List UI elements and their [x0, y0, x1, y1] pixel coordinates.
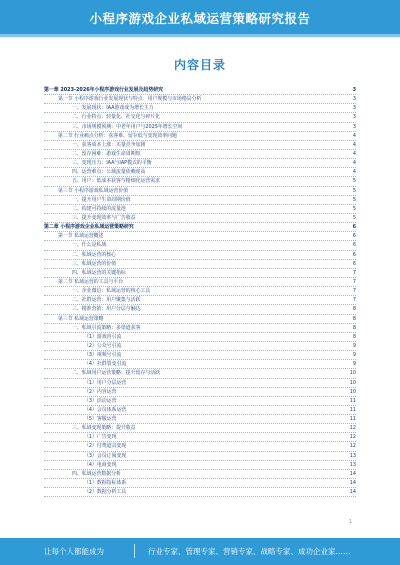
toc-entry-text: 一、什么是私域: [72, 242, 107, 249]
toc-entry[interactable]: [44, 269, 356, 278]
toc-entry[interactable]: [44, 168, 356, 177]
toc-entry-text: 三、提升变现效率与广告收益: [72, 214, 136, 221]
toc-entry-text: （4）电商变现: [84, 461, 117, 468]
toc-entry-text: （1）用户分层运营: [84, 379, 127, 386]
toc-entry[interactable]: [44, 104, 356, 113]
toc-entry[interactable]: [44, 397, 356, 406]
toc-entry[interactable]: [44, 159, 356, 168]
toc-entry-page: 9: [352, 342, 356, 349]
toc-entry[interactable]: [44, 177, 356, 186]
toc-entry-page: 3: [352, 123, 356, 130]
toc-entry-page: 10: [349, 379, 356, 386]
toc-entry-page: 7: [352, 278, 356, 285]
toc-entry-text: 一、提升用户生命周期价值: [72, 196, 131, 203]
toc-entry[interactable]: [44, 479, 356, 488]
toc-entry-text: 四、运营难点：公域流量依赖度高: [72, 169, 146, 176]
toc-entry-text: （3）视频号引流: [84, 352, 122, 359]
header-bar: [0, 0, 400, 34]
toc-entry[interactable]: [44, 442, 356, 451]
toc-entry-page: 6: [352, 260, 356, 267]
header-stripe: [0, 34, 400, 37]
toc-entry[interactable]: [44, 333, 356, 342]
toc-entry-page: 3: [352, 105, 356, 112]
toc-entry[interactable]: [44, 296, 356, 305]
toc-entry-text: （4）会员体系运营: [84, 406, 127, 413]
toc-entry-text: 一、企业微信：私域运营的核心工具: [72, 288, 151, 295]
toc-entry-text: 第二节 行业痛点分析：获客难、留存低与变现效率问题: [58, 132, 177, 139]
toc-entry-page: 14: [349, 470, 356, 477]
toc-entry-page: 12: [349, 443, 356, 450]
report-title: 小程序游戏企业私域运营策略研究报告: [89, 11, 311, 26]
footer-slogan: 让每个人都能成为: [44, 547, 104, 556]
toc-entry-text: 第一节 私域运营概述: [58, 233, 104, 240]
toc-entry-text: 第三节 私域运营策略: [58, 315, 104, 322]
toc-entry-page: 5: [352, 178, 356, 185]
toc-entry-page: 13: [349, 452, 356, 459]
toc-entry-page: 3: [352, 87, 356, 93]
toc-entry-page: 6: [352, 233, 356, 240]
toc-entry[interactable]: [44, 205, 356, 214]
toc-entry[interactable]: [44, 86, 356, 95]
toc-entry[interactable]: [44, 351, 356, 360]
toc-entry-page: 11: [349, 397, 356, 404]
toc-entry[interactable]: [44, 305, 356, 314]
toc-entry[interactable]: [44, 315, 356, 324]
toc-entry[interactable]: [44, 278, 356, 287]
toc-entry-text: 第一章 2023-2026年小程序游戏行业发展及趋势研究: [44, 87, 163, 93]
toc-entry-page: 7: [352, 269, 356, 276]
toc-entry[interactable]: [44, 223, 356, 232]
toc-entry-text: （1）广告变现: [84, 434, 117, 441]
toc-entry[interactable]: [44, 488, 356, 497]
toc-entry-page: 5: [352, 187, 356, 194]
toc-entry-text: 第二章 小程序游戏企业私域运营策略研究: [44, 224, 134, 231]
toc-entry-page: 10: [349, 388, 356, 395]
toc-entry-page: 6: [352, 251, 356, 258]
toc-entry-text: 三、精准营销：用户分层与触达: [72, 306, 141, 313]
toc-entry-text: 第三节 小程序游戏私域运营价值: [58, 187, 129, 194]
toc-entry-text: （2）公众号引流: [84, 342, 122, 349]
footer-tagline: 行业专家、管理专家、营销专家、战略专家、成功企业家……: [148, 547, 351, 556]
toc-entry-text: 二、行业特点：轻量化、社交化与碎片化: [72, 114, 161, 121]
toc-entry[interactable]: [44, 232, 356, 241]
toc-entry[interactable]: [44, 360, 356, 369]
toc-entry[interactable]: [44, 287, 356, 296]
toc-entry[interactable]: [44, 406, 356, 415]
toc-entry-page: 11: [349, 416, 356, 423]
toc-entry[interactable]: [44, 123, 356, 132]
toc-entry-text: 二、社群运营：用户聚集与活跃: [72, 297, 141, 304]
toc-entry[interactable]: [44, 150, 356, 159]
toc-entry-text: 二、私域运营的核心: [72, 251, 117, 258]
toc-entry-page: 8: [352, 306, 356, 313]
toc-heading: 内容目录: [173, 58, 226, 72]
toc-entry[interactable]: [44, 214, 356, 223]
toc-entry-text: 一、获客成本上涨：买量竞争加剧: [72, 141, 146, 148]
toc-entry-page: 7: [352, 297, 356, 304]
toc-entry-text: 一、发展现状：IAA游戏成为增长主力: [72, 105, 154, 112]
toc-entry-text: 三、私域变现策略：提升收益: [72, 425, 136, 432]
toc-entry-page: 5: [352, 205, 356, 212]
toc-entry[interactable]: [44, 132, 356, 141]
footer-divider: [134, 544, 135, 558]
toc-entry-text: 四、私域运营数据分析: [72, 470, 121, 477]
toc-entry-page: 11: [349, 406, 356, 413]
toc-entry-page: 4: [352, 169, 356, 176]
footer-bar: [0, 538, 400, 565]
toc-entry[interactable]: [44, 424, 356, 433]
toc-entry-text: 第一节 小程序游戏行业发展现状与特点：用户规模与市场格局分析: [58, 96, 202, 103]
toc-entry-page: 8: [352, 333, 356, 340]
toc-entry[interactable]: [44, 95, 356, 104]
toc-entry[interactable]: [44, 461, 356, 470]
toc-entry-page: 10: [349, 370, 356, 377]
toc-entry-text: （3）会员订阅变现: [84, 452, 127, 459]
toc-entry-text: （5）客服运营: [84, 416, 117, 423]
toc-entry-text: 一、私域引流策略：多渠道获客: [72, 324, 141, 331]
toc-entry-text: （1）数据指标体系: [84, 480, 127, 487]
toc-entry-page: 3: [352, 96, 356, 103]
toc-entry-page: 8: [352, 315, 356, 322]
toc-entry-text: 三、变现压力：IAA与IAP模式的平衡: [72, 160, 152, 167]
toc-entry-page: 4: [352, 141, 356, 148]
toc-entry[interactable]: [44, 187, 356, 196]
toc-entry-text: （3）活动运营: [84, 397, 117, 404]
toc-entry-page: 6: [352, 224, 356, 231]
toc-entry-page: 4: [352, 150, 356, 157]
toc-entry-page: 13: [349, 461, 356, 468]
toc-entry[interactable]: [44, 324, 356, 333]
toc-entry-text: 三、市场规模预测：中老年用户与2025年增长空间: [72, 123, 183, 130]
toc-entry-text: 五、用户：低成本获客与精细化运营需求: [72, 178, 161, 185]
toc-entry-text: （2）数据分析工具: [84, 489, 127, 496]
toc-entry-text: （4）社群裂变引流: [84, 361, 127, 368]
toc-entry-page: 12: [349, 425, 356, 432]
toc-entry-page: 5: [352, 214, 356, 221]
toc-entry-page: 14: [349, 489, 356, 496]
toc-entry-page: 5: [352, 196, 356, 203]
toc-entry[interactable]: [44, 260, 356, 269]
toc-entry-text: （2）内容运营: [84, 388, 117, 395]
toc-entry[interactable]: [44, 452, 356, 461]
toc-entry[interactable]: [44, 342, 356, 351]
toc-entry-page: 3: [352, 114, 356, 121]
toc-entry[interactable]: [44, 433, 356, 442]
toc-entry-page: 4: [352, 132, 356, 139]
toc-entry[interactable]: [44, 388, 356, 397]
toc-entry-text: 二、留存困难：游戏生命周期短: [72, 150, 141, 157]
toc-entry-page: 9: [352, 361, 356, 368]
table-of-contents: [44, 86, 356, 497]
toc-entry[interactable]: [44, 415, 356, 424]
page-number: 1: [349, 519, 353, 525]
toc-entry-text: （1）游戏内引流: [84, 333, 122, 340]
toc-entry[interactable]: [44, 369, 356, 378]
toc-entry-text: 第二节 私域运营的工具与平台: [58, 278, 124, 285]
toc-entry[interactable]: [44, 470, 356, 479]
toc-entry[interactable]: [44, 251, 356, 260]
toc-entry[interactable]: [44, 241, 356, 250]
toc-entry-page: 6: [352, 242, 356, 249]
toc-entry-text: 四、私域运营的关键指标: [72, 269, 126, 276]
toc-entry-page: 8: [352, 324, 356, 331]
toc-entry-text: 二、构建可持续的流量池: [72, 205, 126, 212]
toc-entry-page: 9: [352, 352, 356, 359]
toc-entry[interactable]: [44, 196, 356, 205]
toc-entry-text: （2）付费道具变现: [84, 443, 127, 450]
toc-entry[interactable]: [44, 379, 356, 388]
toc-entry-page: 7: [352, 288, 356, 295]
toc-entry[interactable]: [44, 141, 356, 150]
toc-entry-page: 4: [352, 160, 356, 167]
toc-entry-text: 三、私域运营的价值: [72, 260, 117, 267]
toc-entry[interactable]: [44, 113, 356, 122]
toc-entry-page: 12: [349, 434, 356, 441]
toc-entry-page: 14: [349, 480, 356, 487]
toc-entry-text: 二、私域用户运营策略：提升留存与活跃: [72, 370, 161, 377]
